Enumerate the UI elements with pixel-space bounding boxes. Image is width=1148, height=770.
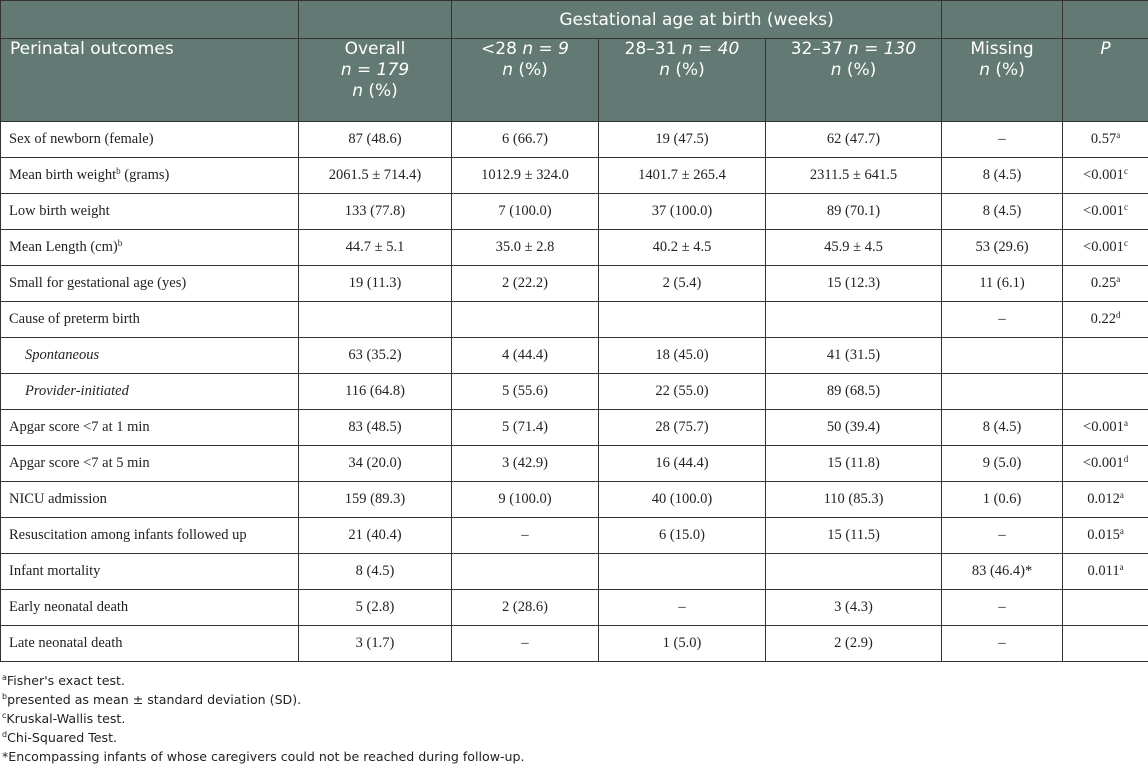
footnote-text: Fisher's exact test.	[6, 673, 125, 688]
table-row	[1, 374, 1148, 410]
cell-value: 8 (4.5)	[982, 167, 1022, 183]
col-header-n-label: n	[352, 81, 363, 101]
col-header-n-label: n	[659, 60, 670, 80]
table-cell	[299, 194, 452, 230]
table-cell	[299, 230, 452, 266]
cell-value: 15 (11.5)	[827, 527, 880, 543]
cell-value: 116 (64.8)	[345, 383, 405, 399]
p-value: <0.001	[1083, 239, 1124, 255]
col-header-32-37	[766, 39, 942, 122]
p-value: 0.22	[1090, 311, 1116, 327]
cell-value: 8 (4.5)	[982, 419, 1022, 435]
header-empty-cell	[1063, 1, 1148, 39]
table-cell	[452, 230, 599, 266]
table-cell	[452, 194, 599, 230]
row-label	[1, 626, 299, 662]
cell-value: 3 (42.9)	[502, 455, 548, 471]
cell-value: 1401.7 ± 265.4	[638, 167, 726, 183]
cell-value: 37 (100.0)	[651, 203, 713, 219]
footnote-marker: d	[1115, 310, 1121, 320]
col-header-n: n = 179	[340, 60, 410, 80]
table-cell	[942, 374, 1063, 410]
table-cell	[299, 554, 452, 590]
p-value: 0.011	[1087, 563, 1120, 579]
col-header-overall	[299, 39, 452, 122]
col-header-missing	[942, 39, 1063, 122]
row-label-text: Sex of newborn (female)	[9, 131, 154, 147]
cell-value: 28 (75.7)	[655, 419, 709, 435]
cell-value: 62 (47.7)	[826, 131, 881, 147]
row-label	[1, 230, 299, 266]
row-label	[1, 590, 299, 626]
table-cell	[766, 482, 942, 518]
cell-value: 53 (29.6)	[975, 239, 1029, 255]
row-label-text: Spontaneous	[25, 347, 100, 363]
table-cell	[766, 374, 942, 410]
table-cell	[942, 230, 1063, 266]
cell-value: 11 (6.1)	[979, 275, 1025, 291]
cell-value: 83 (48.5)	[348, 419, 402, 435]
row-label-text: Mean birth weight	[9, 167, 117, 183]
cell-value: 4 (44.4)	[502, 347, 548, 363]
header-column-row	[1, 39, 1148, 122]
footnote-marker: b	[117, 238, 123, 248]
p-value: <0.001	[1083, 203, 1124, 219]
cell-value: 2 (2.9)	[834, 635, 873, 651]
table-cell	[452, 374, 599, 410]
col-header-text: 28–31	[624, 39, 682, 59]
cell-value: 159 (89.3)	[344, 491, 406, 507]
table-cell	[766, 590, 942, 626]
col-header-text: Perinatal outcomes	[10, 39, 174, 59]
footnote-marker: d	[2, 730, 8, 739]
p-value-cell	[1063, 410, 1148, 446]
table-cell	[599, 266, 766, 302]
table-cell	[452, 158, 599, 194]
cell-value: 3 (1.7)	[355, 635, 395, 651]
cell-value: 5 (55.6)	[502, 383, 548, 399]
col-header-pct: (%)	[512, 60, 548, 80]
row-label-text: Small for gestational age (yes)	[9, 275, 187, 291]
table-row	[1, 446, 1148, 482]
p-value-cell	[1063, 158, 1148, 194]
table-cell	[452, 266, 599, 302]
cell-value: 41 (31.5)	[826, 347, 881, 363]
table-cell	[599, 302, 766, 338]
footnote-marker: b	[2, 692, 8, 701]
footnote-marker: c	[1123, 166, 1128, 176]
table-cell	[942, 410, 1063, 446]
p-value: <0.001	[1083, 167, 1124, 183]
cell-value: 44.7 ± 5.1	[345, 239, 405, 255]
footnote	[2, 690, 525, 709]
footnote-marker: c	[1123, 202, 1128, 212]
col-header-lt28	[452, 39, 599, 122]
p-value-cell	[1063, 374, 1148, 410]
table-row	[1, 626, 1148, 662]
cell-value: –	[998, 131, 1006, 147]
table-cell	[766, 518, 942, 554]
cell-value: 50 (39.4)	[826, 419, 881, 435]
table-row	[1, 230, 1148, 266]
footnote-marker: b	[116, 166, 121, 176]
p-value-cell	[1063, 194, 1148, 230]
table-cell	[766, 410, 942, 446]
cell-value: –	[521, 635, 529, 651]
table-body	[1, 122, 1148, 662]
table-cell	[299, 518, 452, 554]
cell-value: 8 (4.5)	[982, 203, 1022, 219]
cell-value: 45.9 ± 4.5	[824, 239, 883, 255]
col-header-text: Overall	[344, 39, 406, 59]
table-cell	[299, 482, 452, 518]
table-cell	[299, 626, 452, 662]
table-cell	[766, 338, 942, 374]
col-header-text: 32–37	[790, 39, 848, 59]
table-cell	[599, 482, 766, 518]
row-label-text: Mean Length (cm)	[9, 239, 118, 255]
table-cell	[942, 302, 1063, 338]
table-cell	[766, 446, 942, 482]
row-label-text: Late neonatal death	[9, 635, 123, 651]
table-cell	[766, 122, 942, 158]
col-header-n-label: n	[830, 60, 842, 80]
header-empty-cell	[1, 1, 299, 39]
row-label	[1, 122, 299, 158]
row-label-text: Provider-initiated	[25, 383, 129, 399]
cell-value: 2 (28.6)	[502, 599, 548, 615]
p-value-cell	[1063, 338, 1148, 374]
footnote-marker: a	[1119, 562, 1124, 572]
cell-value: 6 (66.7)	[502, 131, 548, 147]
footnote-marker: d	[1123, 454, 1129, 464]
header-empty-cell	[942, 1, 1063, 39]
table-cell	[942, 518, 1063, 554]
cell-value: 40 (100.0)	[651, 491, 713, 507]
cell-value: 2311.5 ± 641.5	[809, 167, 898, 183]
row-label	[1, 446, 299, 482]
cell-value: 7 (100.0)	[498, 203, 552, 219]
col-header-n: n = 40	[681, 39, 740, 59]
cell-value: 15 (11.8)	[827, 455, 880, 471]
footnote	[2, 671, 525, 690]
table-footnotes	[2, 671, 525, 766]
table-row	[1, 302, 1148, 338]
table-cell	[599, 122, 766, 158]
p-value: <0.001	[1083, 419, 1124, 435]
cell-value: –	[998, 635, 1006, 651]
p-value: 0.57	[1090, 131, 1117, 147]
table-cell	[766, 158, 942, 194]
table-cell	[942, 158, 1063, 194]
table-cell	[299, 590, 452, 626]
footnote-marker: c	[2, 711, 7, 720]
footnote-text: Kruskal-Wallis test.	[6, 711, 126, 726]
row-label	[1, 482, 299, 518]
row-label-text: Low birth weight	[9, 203, 110, 219]
footnote-text: Chi-Squared Test.	[7, 730, 118, 745]
table-cell	[766, 194, 942, 230]
p-value-cell	[1063, 446, 1148, 482]
p-value: <0.001	[1082, 455, 1124, 471]
row-label-suffix: (grams)	[120, 167, 170, 183]
table-row	[1, 518, 1148, 554]
cell-value: 1012.9 ± 324.0	[481, 167, 569, 183]
p-value-cell	[1063, 518, 1148, 554]
cell-value: 9 (100.0)	[498, 491, 552, 507]
footnote-marker: a	[1119, 526, 1124, 536]
cell-value: 35.0 ± 2.8	[495, 239, 555, 255]
footnote-text: *Encompassing infants of whose caregivers could not be reached during follow-up.	[2, 749, 525, 764]
table-row	[1, 554, 1148, 590]
cell-value: 16 (44.4)	[655, 455, 709, 471]
header-empty-cell	[299, 1, 452, 39]
cell-value: 8 (4.5)	[355, 563, 395, 579]
table-cell	[452, 446, 599, 482]
cell-value: 15 (12.3)	[826, 275, 881, 291]
cell-value: –	[998, 527, 1006, 543]
gestational-age-group-header: Gestational age at birth (weeks)	[452, 1, 942, 39]
table-cell	[599, 374, 766, 410]
col-header-pct: (%)	[841, 60, 877, 80]
row-label	[1, 410, 299, 446]
cell-value: 18 (45.0)	[655, 347, 709, 363]
cell-value: 5 (71.4)	[502, 419, 548, 435]
col-header-p	[1063, 39, 1148, 122]
table-row	[1, 122, 1148, 158]
table-cell	[299, 266, 452, 302]
table-cell	[452, 302, 599, 338]
table-row	[1, 482, 1148, 518]
col-header-n: n = 9	[522, 39, 569, 59]
cell-value: 6 (15.0)	[659, 527, 705, 543]
row-label	[1, 266, 299, 302]
cell-value: 34 (20.0)	[348, 455, 402, 471]
col-header-28-31	[599, 39, 766, 122]
col-header-pct: (%)	[669, 60, 705, 80]
table-cell	[599, 554, 766, 590]
cell-value: 110 (85.3)	[823, 491, 884, 507]
table-cell	[599, 626, 766, 662]
table-cell	[942, 554, 1063, 590]
table-cell	[766, 230, 942, 266]
p-value-cell	[1063, 482, 1148, 518]
table-cell	[599, 158, 766, 194]
col-header-outcomes	[1, 39, 299, 122]
row-label-text: Infant mortality	[9, 563, 101, 579]
p-value-cell	[1063, 266, 1148, 302]
cell-value: –	[678, 599, 686, 615]
table-cell	[766, 554, 942, 590]
table-cell	[942, 626, 1063, 662]
row-label-text: Resuscitation among infants followed up	[9, 527, 247, 543]
table-row	[1, 590, 1148, 626]
footnote-marker: a	[1116, 274, 1121, 284]
cell-value: 2 (22.2)	[502, 275, 548, 291]
cell-value: 133 (77.8)	[344, 203, 406, 219]
table-cell	[942, 266, 1063, 302]
row-label	[1, 194, 299, 230]
p-value-cell	[1063, 590, 1148, 626]
footnote	[2, 709, 525, 728]
table-cell	[299, 374, 452, 410]
cell-value: –	[998, 599, 1006, 615]
cell-value: 19 (47.5)	[655, 131, 709, 147]
p-value-cell	[1063, 626, 1148, 662]
table-cell	[599, 518, 766, 554]
row-label	[1, 338, 299, 374]
footnote-marker: a	[1119, 490, 1124, 500]
p-value-cell	[1063, 302, 1148, 338]
table-cell	[452, 122, 599, 158]
cell-value: 89 (68.5)	[826, 383, 881, 399]
cell-value: 1 (0.6)	[982, 491, 1022, 507]
table-row	[1, 158, 1148, 194]
cell-value: 9 (5.0)	[982, 455, 1022, 471]
p-value-cell	[1063, 554, 1148, 590]
row-label	[1, 374, 299, 410]
cell-value: 3 (4.3)	[834, 599, 873, 615]
cell-value: 2 (5.4)	[662, 275, 702, 291]
table-cell	[942, 122, 1063, 158]
footnote-marker: c	[1123, 238, 1128, 248]
table-cell	[942, 482, 1063, 518]
row-label	[1, 158, 299, 194]
table-cell	[766, 302, 942, 338]
cell-value: 40.2 ± 4.5	[652, 239, 712, 255]
table-cell	[299, 446, 452, 482]
cell-value: 87 (48.6)	[348, 131, 402, 147]
cell-value: 63 (35.2)	[348, 347, 402, 363]
footnote-marker: a	[2, 673, 7, 682]
cell-value: 2061.5 ± 714.4)	[328, 167, 422, 183]
cell-value: 89 (70.1)	[826, 203, 881, 219]
cell-value: 83 (46.4)*	[971, 563, 1033, 579]
col-header-n: n = 130	[847, 39, 917, 59]
table-row	[1, 266, 1148, 302]
row-label-text: Apgar score <7 at 1 min	[9, 419, 150, 435]
row-label-text: Cause of preterm birth	[9, 311, 140, 327]
p-value-cell	[1063, 230, 1148, 266]
row-label	[1, 302, 299, 338]
footnote-text: presented as mean ± standard deviation (SD).	[7, 692, 302, 707]
col-header-pct: (%)	[990, 60, 1025, 80]
table-cell	[299, 158, 452, 194]
cell-value: 1 (5.0)	[662, 635, 702, 651]
table-cell	[299, 122, 452, 158]
cell-value: 21 (40.4)	[348, 527, 402, 543]
table-cell	[599, 446, 766, 482]
cell-value: –	[998, 311, 1006, 327]
table-cell	[599, 590, 766, 626]
p-value: 0.25	[1090, 275, 1117, 291]
footnote-marker: a	[1123, 418, 1128, 428]
cell-value: 19 (11.3)	[348, 275, 402, 291]
table-cell	[452, 338, 599, 374]
header-group-row	[1, 1, 1148, 39]
row-label	[1, 518, 299, 554]
table-cell	[942, 590, 1063, 626]
table-cell	[942, 194, 1063, 230]
table-cell	[599, 230, 766, 266]
col-header-pct: (%)	[362, 81, 398, 101]
p-value-cell	[1063, 122, 1148, 158]
cell-value: –	[521, 527, 529, 543]
table-cell	[452, 626, 599, 662]
table-cell	[299, 410, 452, 446]
p-value: 0.015	[1087, 527, 1120, 543]
row-label-text: NICU admission	[9, 491, 107, 507]
row-label-text: Early neonatal death	[9, 599, 129, 615]
table-cell	[942, 338, 1063, 374]
col-header-n-label: n	[979, 60, 990, 80]
table-cell	[452, 410, 599, 446]
table-cell	[452, 518, 599, 554]
table-cell	[299, 338, 452, 374]
table-cell	[942, 446, 1063, 482]
footnote	[2, 747, 525, 766]
p-value: 0.012	[1087, 491, 1120, 507]
table-cell	[766, 266, 942, 302]
col-header-text: Missing	[970, 39, 1034, 59]
table-cell	[452, 554, 599, 590]
col-header-n-label: n	[502, 60, 513, 80]
footnote-marker: a	[1116, 130, 1121, 140]
table-cell	[599, 194, 766, 230]
col-header-text: P	[1100, 39, 1111, 59]
table-cell	[452, 590, 599, 626]
row-label	[1, 554, 299, 590]
table-row	[1, 194, 1148, 230]
footnote	[2, 728, 525, 747]
table-cell	[599, 338, 766, 374]
cell-value: 22 (55.0)	[655, 383, 709, 399]
table-row	[1, 338, 1148, 374]
cell-value: 5 (2.8)	[355, 599, 395, 615]
row-label-text: Apgar score <7 at 5 min	[9, 455, 150, 471]
table-cell	[452, 482, 599, 518]
col-header-text: <28	[481, 39, 523, 59]
table-cell	[766, 626, 942, 662]
table-row	[1, 410, 1148, 446]
table-cell	[599, 410, 766, 446]
table-cell	[299, 302, 452, 338]
